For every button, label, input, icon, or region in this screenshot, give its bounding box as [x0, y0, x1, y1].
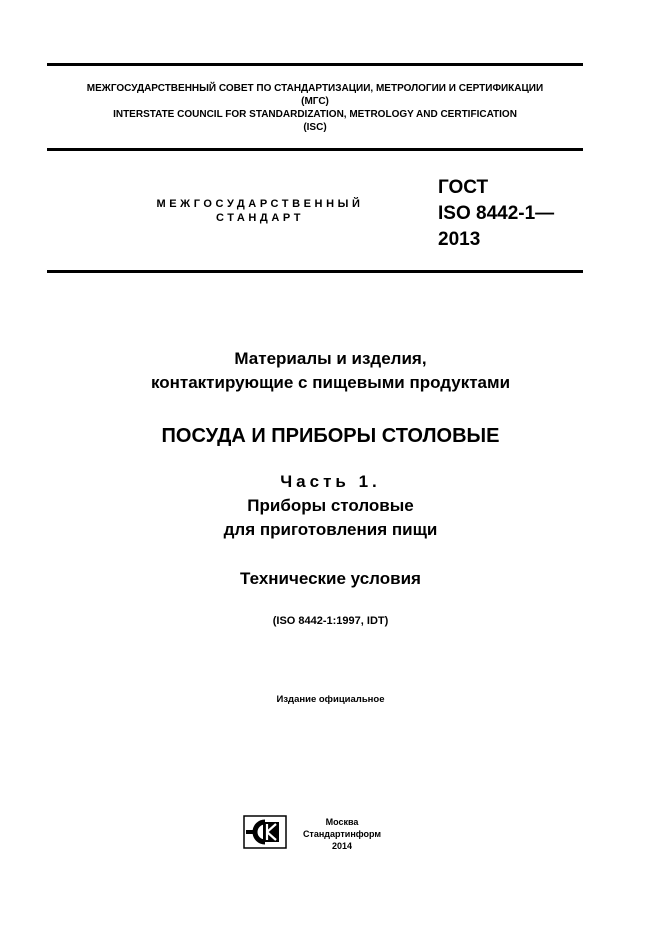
materials-title-line1: Материалы и изделия, — [234, 349, 427, 368]
gost-line1: ГОСТ — [438, 177, 489, 198]
publisher-block — [296, 816, 388, 852]
iso-reference: (ISO 8442-1:1997, IDT) — [272, 615, 389, 627]
materials-title — [0, 347, 661, 395]
standard-type-line1: МЕЖГОСУДАРСТВЕННЫЙ — [156, 198, 364, 210]
council-name-ru: МЕЖГОСУДАРСТВЕННЫЙ СОВЕТ ПО СТАНДАРТИЗАЦИИ, МЕТРОЛОГИИ И СЕРТИФИКАЦИИ — [86, 83, 544, 94]
gost-line2: ISO 8442-1— — [438, 203, 555, 224]
part-subtitle-line2: для приготовления пищи — [223, 520, 438, 539]
council-abbr-ru: (МГС) — [301, 96, 329, 107]
publisher-name: Стандартинформ — [302, 829, 382, 839]
part-number: Часть 1. — [280, 472, 381, 491]
bottom-rule — [47, 270, 583, 273]
specification-title: Технические условия — [240, 569, 421, 588]
council-header — [47, 82, 583, 134]
main-title: ПОСУДА И ПРИБОРЫ СТОЛОВЫЕ — [161, 425, 500, 447]
council-abbr-en: (ISC) — [303, 122, 327, 133]
standard-type-line2: СТАНДАРТ — [215, 212, 305, 224]
part-subtitle-line1: Приборы столовые — [247, 496, 414, 515]
publisher-city: Москва — [325, 817, 359, 827]
part-title — [0, 470, 661, 542]
materials-title-line2: контактирующие с пищевыми продуктами — [150, 373, 511, 392]
publisher-year: 2014 — [331, 841, 353, 851]
edition-note: Издание официальное — [276, 694, 385, 705]
council-name-en: INTERSTATE COUNCIL FOR STANDARDIZATION, METROLOGY AND CERTIFICATION — [113, 109, 517, 120]
gost-designation — [438, 175, 554, 253]
middle-rule — [47, 148, 583, 151]
top-rule — [47, 63, 583, 66]
gost-line3: 2013 — [438, 229, 481, 250]
standard-type-label — [120, 197, 400, 225]
standartinform-logo-icon — [243, 815, 287, 849]
